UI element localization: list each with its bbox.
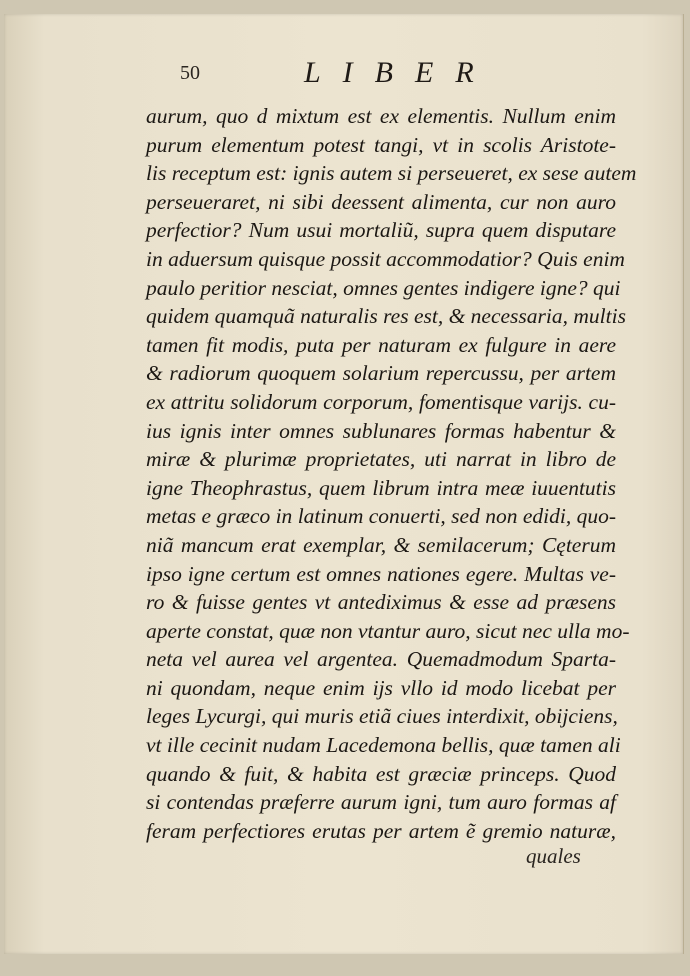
text-line: niã mancum erat exemplar, & semilacerum; Cęterum	[146, 532, 616, 557]
text-line: in aduersum quisque possit accommodatior? Quis enim	[146, 246, 625, 271]
body-text	[146, 102, 637, 845]
text-line: igne Theophrastus, quem librum intra meæ iuuentutis	[146, 475, 616, 500]
catchword: quales	[526, 844, 581, 868]
text-line: ius ignis inter omnes sublunares formas habentur &	[146, 418, 616, 443]
text-line: leges Lycurgi, qui muris etiã ciues interdixit, obijciens,	[146, 704, 618, 729]
book-page	[4, 14, 684, 954]
text-line: tamen fit modis, puta per naturam ex fulgure in aere	[146, 332, 616, 357]
text-line: ipso igne certum est omnes nationes egere. Multas ve-	[146, 561, 616, 586]
text-line: quando & fuit, & habita est græciæ princeps. Quod	[146, 761, 616, 786]
text-line: lis receptum est: ignis autem si perseueret, ex sese autem	[146, 161, 637, 186]
text-line: vt ille cecinit nudam Lacedemona bellis, quæ tamen ali	[146, 733, 621, 758]
page-header	[4, 56, 683, 92]
text-line: si contendas præferre aurum igni, tum auro formas af	[146, 790, 616, 815]
text-line: perseueraret, ni sibi deessent alimenta, cur non auro	[146, 189, 616, 214]
text-line: ex attritu solidorum corporum, fomentisque varijs. cu-	[146, 389, 616, 414]
text-line: purum elementum potest tangi, vt in scolis Aristote-	[146, 132, 616, 157]
text-line: quidem quamquã naturalis res est, & necessaria, multis	[146, 304, 626, 329]
text-line: paulo peritior nesciat, omnes gentes indigere igne? qui	[146, 275, 621, 300]
text-line: metas e græco in latinum conuerti, sed non edidi, quo-	[146, 504, 616, 529]
text-line: aperte constat, quæ non vtantur auro, sicut nec ulla mo-	[146, 618, 630, 643]
running-head: LIBER	[304, 56, 496, 89]
text-line: ni quondam, neque enim ijs vllo id modo licebat per	[146, 675, 616, 700]
text-line: & radiorum quoquem solarium repercussu, per artem	[146, 361, 616, 386]
text-line: ro & fuisse gentes vt antediximus & esse ad præsens	[146, 590, 616, 615]
text-line: miræ & plurimæ proprietates, uti narrat in libro de	[146, 447, 616, 472]
text-line: perfectior? Num usui mortaliũ, supra quem disputare	[146, 218, 616, 243]
text-line: neta vel aurea vel argentea. Quemadmodum Sparta-	[146, 647, 616, 672]
text-line: aurum, quo d mixtum est ex elementis. Nullum enim	[146, 104, 616, 128]
text-line: feram perfectiores erutas per artem ẽ gremio naturæ,	[146, 818, 616, 843]
page-number: 50	[180, 62, 200, 84]
